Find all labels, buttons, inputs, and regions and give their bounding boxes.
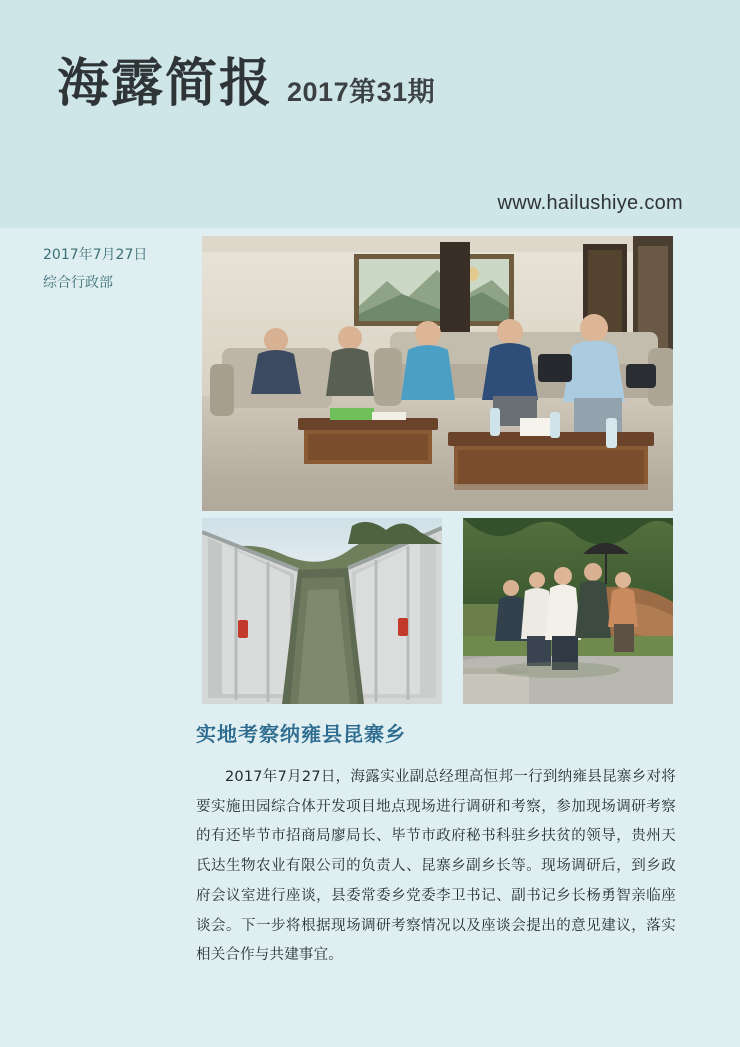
meta-block	[43, 241, 193, 297]
body-area	[0, 228, 740, 1047]
publication-title: 海露简报	[57, 54, 274, 114]
article-body: 2017年7月27日，海露实业副总经理高恒邦一行到纳雍县昆寨乡对将要实施田园综合体开发项目地点现场进行调研和考察，参加现场调研考察的有还毕节市招商局廖局长、毕节市政府秘书科驻乡扶贫的领导，贵州天氏达生物农业有限公司的负责人、昆寨乡副乡长等。现场调研后，到乡政府会议室进行座谈，县委常委乡党委李卫书记、副书记乡长杨勇智亲临座谈会。下一步将根据现场调研考察情况以及座谈会提出的意见建议，落实相关合作与共建事宜。	[196, 769, 676, 964]
department-name: 综合行政部	[43, 275, 113, 291]
website-url[interactable]: www.hailushiye.com	[497, 192, 683, 214]
meeting-room-photo-graphic	[202, 236, 673, 511]
masthead	[57, 54, 436, 114]
header-band	[0, 0, 740, 228]
issue-date: 2017年7月27日	[43, 247, 148, 263]
issue-label: 2017第31期	[287, 77, 436, 107]
field-visit-photo	[463, 518, 673, 704]
meeting-room-photo	[202, 236, 673, 511]
article-title: 实地考察纳雍县昆寨乡	[196, 722, 406, 746]
field-visit-photo-graphic	[463, 518, 673, 704]
greenhouse-photo	[202, 518, 442, 704]
greenhouse-photo-graphic	[202, 518, 442, 704]
article	[196, 718, 676, 971]
